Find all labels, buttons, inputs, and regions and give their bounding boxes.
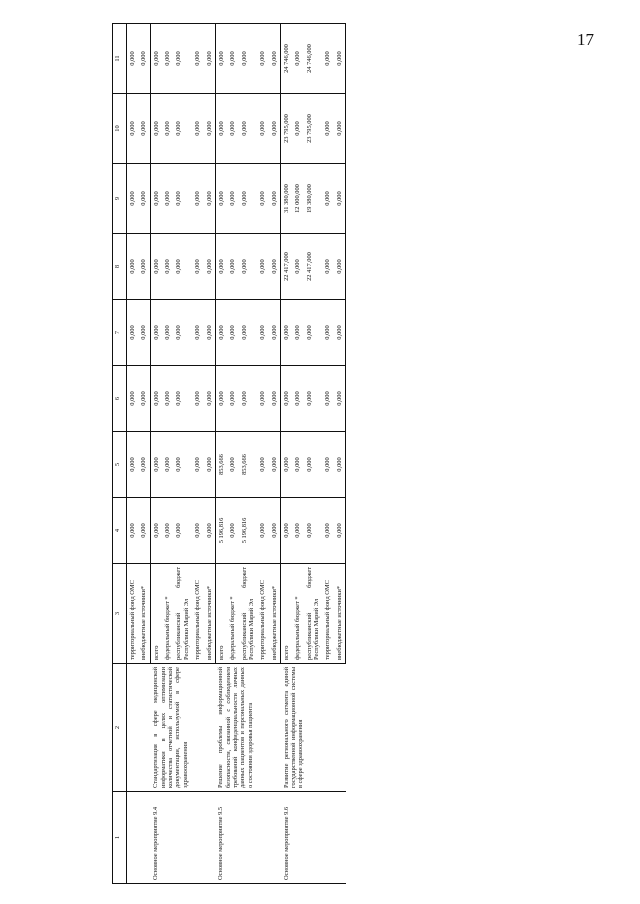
value-cell: 0,000 [138, 164, 150, 234]
value-cell: 0,000 [127, 366, 139, 432]
value-cell: 0,000 [257, 94, 268, 164]
value-cell: 22 417,000 [304, 234, 323, 300]
value-cell: 0,000 [192, 498, 203, 564]
table-body [127, 24, 346, 884]
value-cell: 0,000 [192, 432, 203, 498]
value-cell: 0,000 [204, 432, 216, 498]
value-cell: 0,000 [162, 94, 173, 164]
column-header: 7 [113, 300, 127, 366]
funding-source-cell: республиканский бюджет Республики Марий Эл [304, 564, 323, 664]
column-header: 1 [113, 792, 127, 884]
table-frame [112, 24, 568, 884]
value-cell: 0,000 [192, 24, 203, 94]
measure-cell [127, 792, 151, 884]
value-cell: 0,000 [334, 366, 346, 432]
value-cell: 5 196,816 [239, 498, 258, 564]
funding-source-cell: внебюджетные источники* [138, 564, 150, 664]
value-cell: 0,000 [334, 300, 346, 366]
value-cell: 24 746,000 [281, 24, 293, 94]
value-cell: 0,000 [204, 234, 216, 300]
funding-source-cell: республиканский бюджет Республики Марий Эл [173, 564, 192, 664]
value-cell: 0,000 [322, 366, 333, 432]
value-cell: 0,000 [239, 300, 258, 366]
value-cell: 31 380,000 [281, 164, 293, 234]
value-cell: 0,000 [227, 94, 238, 164]
value-cell: 0,000 [322, 164, 333, 234]
value-cell: 0,000 [227, 24, 238, 94]
value-cell: 0,000 [192, 300, 203, 366]
column-header: 6 [113, 366, 127, 432]
value-cell: 0,000 [173, 234, 192, 300]
value-cell: 0,000 [138, 94, 150, 164]
value-cell: 0,000 [138, 432, 150, 498]
value-cell: 22 417,000 [281, 234, 293, 300]
value-cell: 0,000 [227, 164, 238, 234]
value-cell: 0,000 [192, 94, 203, 164]
value-cell: 0,000 [162, 432, 173, 498]
value-cell: 0,000 [127, 164, 139, 234]
value-cell: 0,000 [162, 300, 173, 366]
value-cell: 0,000 [227, 366, 238, 432]
value-cell: 0,000 [127, 432, 139, 498]
value-cell: 0,000 [138, 300, 150, 366]
value-cell: 0,000 [173, 164, 192, 234]
value-cell: 0,000 [281, 432, 293, 498]
value-cell: 0,000 [127, 94, 139, 164]
value-cell: 0,000 [127, 24, 139, 94]
value-cell: 0,000 [150, 164, 162, 234]
value-cell: 0,000 [127, 498, 139, 564]
value-cell: 0,000 [204, 94, 216, 164]
value-cell: 0,000 [204, 164, 216, 234]
value-cell: 0,000 [150, 94, 162, 164]
value-cell: 0,000 [204, 498, 216, 564]
value-cell: 0,000 [334, 164, 346, 234]
value-cell: 0,000 [322, 498, 333, 564]
funding-source-cell: территориальный фонд ОМС [257, 564, 268, 664]
value-cell: 0,000 [257, 432, 268, 498]
value-cell: 0,000 [173, 366, 192, 432]
table-row [150, 24, 162, 884]
value-cell: 0,000 [204, 366, 216, 432]
funding-source-cell: территориальный фонд ОМС [192, 564, 203, 664]
value-cell: 0,000 [257, 300, 268, 366]
value-cell: 0,000 [292, 366, 303, 432]
value-cell: 0,000 [227, 300, 238, 366]
funding-source-cell: территориальный фонд ОМС [322, 564, 333, 664]
measure-cell: Основное мероприятие 9.6 [281, 792, 346, 884]
value-cell: 0,000 [227, 234, 238, 300]
value-cell: 0,000 [227, 432, 238, 498]
value-cell: 0,000 [292, 24, 303, 94]
description-cell [127, 664, 151, 792]
value-cell: 0,000 [162, 164, 173, 234]
value-cell: 0,000 [257, 164, 268, 234]
value-cell: 853,666 [239, 432, 258, 498]
value-cell: 0,000 [334, 24, 346, 94]
value-cell: 0,000 [215, 94, 227, 164]
value-cell: 0,000 [334, 94, 346, 164]
funding-source-cell: федеральный бюджет * [162, 564, 173, 664]
value-cell: 0,000 [192, 366, 203, 432]
column-header: 3 [113, 564, 127, 664]
value-cell: 0,000 [269, 94, 281, 164]
value-cell: 0,000 [162, 498, 173, 564]
value-cell: 0,000 [292, 432, 303, 498]
funding-source-cell: территориальный фонд ОМС [127, 564, 139, 664]
description-cell: Решение проблемы информационной безопасности, связанной с соблюдением требований конфиденциальности личных данных пациентов и персональных данных о состоянии здоровья пациента [215, 664, 280, 792]
funding-source-cell: внебюджетные источники* [204, 564, 216, 664]
value-cell: 0,000 [269, 24, 281, 94]
measure-cell: Основное мероприятие 9.5 [215, 792, 280, 884]
value-cell: 0,000 [215, 164, 227, 234]
value-cell: 0,000 [239, 94, 258, 164]
value-cell: 0,000 [162, 366, 173, 432]
value-cell: 0,000 [269, 498, 281, 564]
value-cell: 0,000 [269, 300, 281, 366]
value-cell: 0,000 [138, 24, 150, 94]
value-cell: 0,000 [227, 498, 238, 564]
value-cell: 0,000 [173, 24, 192, 94]
value-cell: 0,000 [150, 498, 162, 564]
value-cell: 0,000 [127, 234, 139, 300]
value-cell: 0,000 [322, 432, 333, 498]
value-cell: 0,000 [150, 300, 162, 366]
value-cell: 0,000 [304, 432, 323, 498]
value-cell: 0,000 [173, 94, 192, 164]
value-cell: 0,000 [269, 234, 281, 300]
value-cell: 0,000 [138, 498, 150, 564]
funding-source-cell: федеральный бюджет * [292, 564, 303, 664]
value-cell: 0,000 [204, 300, 216, 366]
value-cell: 0,000 [304, 498, 323, 564]
table-row [281, 24, 293, 884]
value-cell: 0,000 [269, 164, 281, 234]
value-cell: 0,000 [192, 164, 203, 234]
value-cell: 0,000 [192, 234, 203, 300]
value-cell: 0,000 [150, 366, 162, 432]
description-cell: Развитие регионального сегмента единой государственной информационной системы в сфере здравоохранения [281, 664, 346, 792]
header-row [113, 24, 127, 884]
column-header: 9 [113, 164, 127, 234]
value-cell: 0,000 [257, 366, 268, 432]
value-cell: 0,000 [334, 498, 346, 564]
column-header: 8 [113, 234, 127, 300]
column-header: 11 [113, 24, 127, 94]
value-cell: 0,000 [150, 24, 162, 94]
value-cell: 12 000,000 [292, 164, 303, 234]
column-header: 2 [113, 664, 127, 792]
table-row [127, 24, 139, 884]
table-row [215, 24, 227, 884]
funding-source-cell: всего [281, 564, 293, 664]
value-cell: 0,000 [162, 234, 173, 300]
value-cell: 0,000 [304, 300, 323, 366]
value-cell: 0,000 [173, 432, 192, 498]
value-cell: 0,000 [281, 300, 293, 366]
value-cell: 0,000 [162, 24, 173, 94]
funding-source-cell: федеральный бюджет * [227, 564, 238, 664]
value-cell: 0,000 [257, 234, 268, 300]
rotated-table-container [112, 24, 568, 884]
value-cell: 0,000 [304, 366, 323, 432]
value-cell: 0,000 [215, 366, 227, 432]
value-cell: 0,000 [215, 300, 227, 366]
funding-source-cell: внебюджетные источники* [334, 564, 346, 664]
value-cell: 0,000 [127, 300, 139, 366]
value-cell: 0,000 [215, 24, 227, 94]
funding-source-cell: республиканский бюджет Республики Марий Эл [239, 564, 258, 664]
value-cell: 0,000 [292, 94, 303, 164]
column-header: 10 [113, 94, 127, 164]
description-cell: Стандартизация в сфере медицинской информатики в целях оптимизации количества отчетной и статистической документации, используемой в сфере здравоохранения [150, 664, 215, 792]
funding-source-cell: всего [215, 564, 227, 664]
value-cell: 0,000 [239, 24, 258, 94]
value-cell: 0,000 [257, 498, 268, 564]
value-cell: 0,000 [322, 234, 333, 300]
value-cell: 0,000 [215, 234, 227, 300]
value-cell: 0,000 [292, 498, 303, 564]
value-cell: 0,000 [334, 432, 346, 498]
value-cell: 0,000 [292, 234, 303, 300]
value-cell: 0,000 [150, 432, 162, 498]
funding-table [112, 23, 346, 884]
value-cell: 0,000 [239, 366, 258, 432]
measure-cell: Основное мероприятие 9.4 [150, 792, 215, 884]
value-cell: 0,000 [204, 24, 216, 94]
value-cell: 19 380,000 [304, 164, 323, 234]
value-cell: 853,666 [215, 432, 227, 498]
value-cell: 0,000 [239, 234, 258, 300]
value-cell: 0,000 [322, 94, 333, 164]
value-cell: 5 196,816 [215, 498, 227, 564]
value-cell: 0,000 [257, 24, 268, 94]
value-cell: 0,000 [173, 300, 192, 366]
value-cell: 0,000 [150, 234, 162, 300]
value-cell: 0,000 [138, 234, 150, 300]
value-cell: 23 795,000 [281, 94, 293, 164]
value-cell: 0,000 [138, 366, 150, 432]
value-cell: 0,000 [334, 234, 346, 300]
value-cell: 24 746,000 [304, 24, 323, 94]
funding-source-cell: внебюджетные источники* [269, 564, 281, 664]
value-cell: 0,000 [239, 164, 258, 234]
value-cell: 0,000 [269, 366, 281, 432]
value-cell: 0,000 [173, 498, 192, 564]
value-cell: 0,000 [281, 498, 293, 564]
value-cell: 0,000 [322, 24, 333, 94]
value-cell: 0,000 [269, 432, 281, 498]
column-header: 5 [113, 432, 127, 498]
page-number: 17 [577, 30, 594, 49]
value-cell: 0,000 [281, 366, 293, 432]
column-header: 4 [113, 498, 127, 564]
funding-source-cell: всего [150, 564, 162, 664]
value-cell: 23 795,000 [304, 94, 323, 164]
value-cell: 0,000 [322, 300, 333, 366]
value-cell: 0,000 [292, 300, 303, 366]
